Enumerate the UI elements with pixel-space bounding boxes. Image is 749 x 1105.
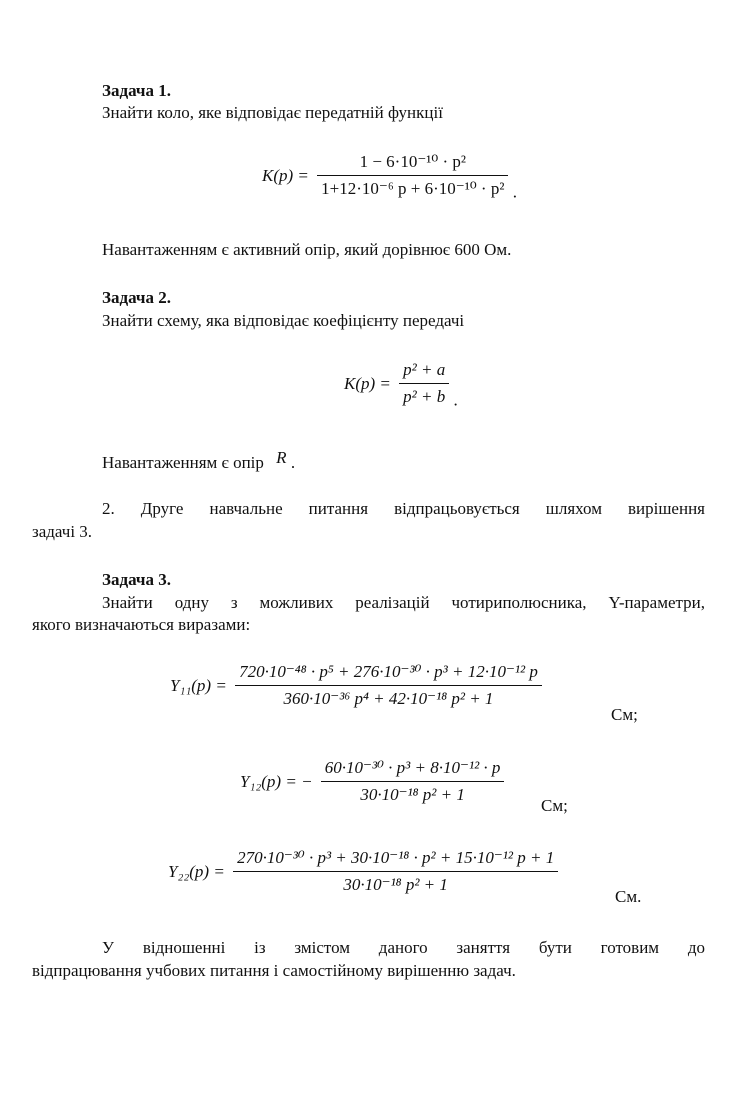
y11-unit: См;	[611, 705, 638, 724]
task1-numerator: 1 − 6·10⁻¹⁰ · p²	[317, 152, 508, 176]
y11-lhs: Y₁₁(p) =	[170, 675, 227, 695]
paragraph2-line1: 2. Друге навчальне питання відпрацьовується шляхом вирішення	[102, 499, 705, 518]
task2-load-prefix: Навантаженням є опір	[102, 453, 264, 472]
task2-formula-lhs: K(p) =	[344, 373, 391, 393]
y12-formula	[240, 758, 504, 805]
task1-formula-lhs: K(p) =	[262, 165, 309, 185]
task3-line1: Знайти одну з можливих реалізацій чотириполюсника, Y-параметри,	[102, 593, 705, 612]
task1-denominator: 1+12·10⁻⁶ p + 6·10⁻¹⁰ · p²	[321, 179, 505, 198]
paragraph2-line2: задачі 3.	[32, 522, 93, 541]
y11-numerator: 720·10⁻⁴⁸ · p⁵ + 276·10⁻³⁰ · p³ + 12·10⁻¹² p	[235, 662, 542, 686]
y12-numerator: 60·10⁻³⁰ · p³ + 8·10⁻¹² · p	[321, 758, 505, 782]
task2-denominator: p² + b	[403, 387, 446, 406]
y22-numerator: 270·10⁻³⁰ · p³ + 30·10⁻¹⁸ · p² + 15·10⁻¹² p + 1	[233, 848, 558, 872]
task1-title: Задача 1.	[102, 81, 171, 100]
task1-text: Знайти коло, яке відповідає передатній функції	[102, 103, 443, 122]
task2-formula-end: .	[453, 390, 458, 410]
task3-line2: якого визначаються виразами:	[32, 615, 251, 634]
y12-unit: См;	[541, 796, 568, 815]
closing-line2: відпрацювання учбових питання і самостійному вирішенню задач.	[32, 961, 516, 980]
task2-numerator: p² + a	[399, 360, 449, 384]
y11-denominator: 360·10⁻³⁶ p⁴ + 42·10⁻¹⁸ p² + 1	[283, 689, 494, 708]
task2-load	[102, 448, 296, 474]
task1-fraction	[317, 152, 508, 199]
task2-load-end: .	[290, 453, 296, 472]
y22-unit: См.	[615, 887, 642, 906]
task1-load: Навантаженням є активний опір, який дорівнює 600 Ом.	[102, 240, 512, 259]
y22-lhs: Y₂₂(p) =	[168, 861, 225, 881]
task1-formula	[262, 152, 517, 202]
task2-text: Знайти схему, яка відповідає коефіцієнту передачі	[102, 311, 465, 330]
y22-formula	[168, 848, 558, 895]
closing-line1: У відношенні із змістом даного заняття бути готовим до	[102, 938, 705, 957]
task3-title: Задача 3.	[102, 570, 171, 589]
y22-fraction	[233, 848, 558, 895]
task2-fraction	[399, 360, 449, 407]
task1-formula-end: .	[512, 182, 517, 202]
task2-load-symbol: R	[276, 448, 287, 467]
y11-fraction	[235, 662, 542, 709]
task2-title: Задача 2.	[102, 288, 171, 307]
task2-formula	[344, 360, 458, 410]
y11-formula	[170, 662, 542, 709]
y12-lhs: Y₁₂(p) = −	[240, 771, 313, 791]
y12-fraction	[321, 758, 505, 805]
y22-denominator: 30·10⁻¹⁸ p² + 1	[343, 875, 448, 894]
y12-denominator: 30·10⁻¹⁸ p² + 1	[360, 785, 465, 804]
